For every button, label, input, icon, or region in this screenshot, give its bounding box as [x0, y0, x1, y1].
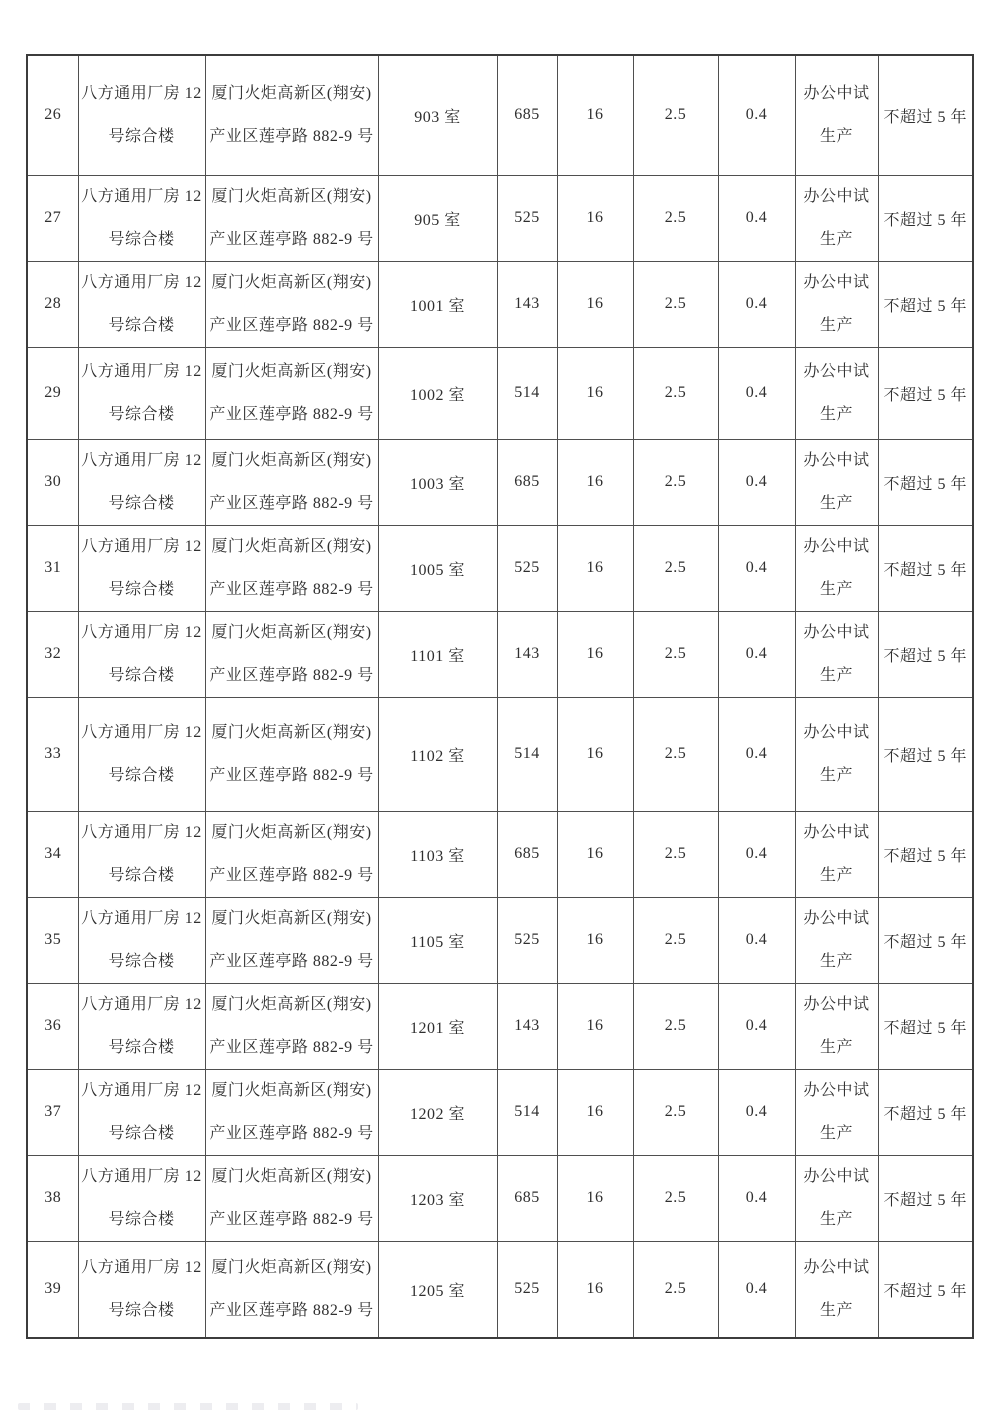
- cell-address: [205, 1155, 378, 1241]
- cell-col7: 2.5: [633, 1155, 718, 1241]
- cell-col8: 0.4: [718, 55, 795, 175]
- cell-term: 不超过 5 年: [878, 897, 973, 983]
- cell-address-line: 产业区莲亭路 882-9 号: [209, 1301, 374, 1319]
- cell-building-line: 号综合楼: [108, 405, 175, 423]
- cell-index: 30: [27, 439, 78, 525]
- cell-address: [205, 1069, 378, 1155]
- cell-usage-line: 办公中试: [803, 909, 870, 927]
- cell-usage-line: 办公中试: [803, 537, 870, 555]
- cell-usage: [795, 897, 878, 983]
- cell-room: 1102 室: [378, 697, 497, 811]
- cell-col7: 2.5: [633, 1241, 718, 1338]
- cell-building-line: 八方通用厂房 12: [81, 995, 202, 1013]
- table-row: [27, 175, 973, 261]
- cell-address-line: 产业区莲亭路 882-9 号: [209, 1124, 374, 1142]
- cell-usage-line: 办公中试: [803, 84, 870, 102]
- table-row: [27, 1069, 973, 1155]
- table-row: [27, 347, 973, 439]
- cell-usage: [795, 439, 878, 525]
- cell-building: [78, 697, 205, 811]
- cell-usage-line: 生产: [819, 230, 853, 248]
- cell-col8: 0.4: [718, 983, 795, 1069]
- cell-usage: [795, 175, 878, 261]
- cell-building-line: 号综合楼: [108, 316, 175, 334]
- cell-address-line: 厦门火炬高新区(翔安): [211, 84, 372, 102]
- cell-col6: 16: [557, 439, 633, 525]
- table-row: [27, 55, 973, 175]
- cell-address-line: 产业区莲亭路 882-9 号: [209, 1038, 374, 1056]
- cell-term: 不超过 5 年: [878, 439, 973, 525]
- cell-address-line: 产业区莲亭路 882-9 号: [209, 580, 374, 598]
- cell-room: 1001 室: [378, 261, 497, 347]
- cell-building-line: 八方通用厂房 12: [81, 723, 202, 741]
- cell-building-line: 八方通用厂房 12: [81, 362, 202, 380]
- cell-building: [78, 983, 205, 1069]
- cell-building-line: 八方通用厂房 12: [81, 187, 202, 205]
- cell-term: 不超过 5 年: [878, 983, 973, 1069]
- lease-table-body: [27, 55, 973, 1338]
- cell-address-line: 厦门火炬高新区(翔安): [211, 623, 372, 641]
- cell-col8: 0.4: [718, 897, 795, 983]
- cell-usage: [795, 1241, 878, 1338]
- cell-usage: [795, 525, 878, 611]
- cell-area: 143: [497, 983, 557, 1069]
- cell-index: 39: [27, 1241, 78, 1338]
- cell-usage-line: 办公中试: [803, 623, 870, 641]
- cell-area: 685: [497, 1155, 557, 1241]
- cell-building: [78, 55, 205, 175]
- cell-building-line: 号综合楼: [108, 1210, 175, 1228]
- cell-room: 1101 室: [378, 611, 497, 697]
- cell-usage-line: 办公中试: [803, 995, 870, 1013]
- cell-building-line: 号综合楼: [108, 580, 175, 598]
- cell-usage-line: 生产: [819, 1124, 853, 1142]
- cell-address: [205, 983, 378, 1069]
- cell-col6: 16: [557, 811, 633, 897]
- cell-room: 905 室: [378, 175, 497, 261]
- cell-usage-line: 生产: [819, 494, 853, 512]
- cell-address-line: 厦门火炬高新区(翔安): [211, 995, 372, 1013]
- table-row: [27, 439, 973, 525]
- cell-area: 685: [497, 439, 557, 525]
- cell-room: 1005 室: [378, 525, 497, 611]
- cell-building: [78, 897, 205, 983]
- cell-col6: 16: [557, 261, 633, 347]
- cell-area: 525: [497, 1241, 557, 1338]
- table-row: [27, 261, 973, 347]
- lease-table: [26, 54, 974, 1339]
- cell-address: [205, 55, 378, 175]
- cell-building-line: 八方通用厂房 12: [81, 84, 202, 102]
- cell-area: 143: [497, 611, 557, 697]
- cell-building-line: 号综合楼: [108, 952, 175, 970]
- cell-building-line: 八方通用厂房 12: [81, 1167, 202, 1185]
- cell-col8: 0.4: [718, 811, 795, 897]
- cell-area: 514: [497, 347, 557, 439]
- cell-building-line: 八方通用厂房 12: [81, 451, 202, 469]
- cell-room: 1205 室: [378, 1241, 497, 1338]
- cell-usage-line: 生产: [819, 316, 853, 334]
- cell-usage: [795, 697, 878, 811]
- cell-usage: [795, 55, 878, 175]
- cell-building-line: 八方通用厂房 12: [81, 537, 202, 555]
- cell-usage-line: 生产: [819, 866, 853, 884]
- cell-index: 37: [27, 1069, 78, 1155]
- cell-usage-line: 办公中试: [803, 823, 870, 841]
- cell-address-line: 厦门火炬高新区(翔安): [211, 1167, 372, 1185]
- cell-address: [205, 347, 378, 439]
- cell-col7: 2.5: [633, 697, 718, 811]
- cell-col8: 0.4: [718, 1241, 795, 1338]
- cell-term: 不超过 5 年: [878, 261, 973, 347]
- cell-building: [78, 1155, 205, 1241]
- cell-term: 不超过 5 年: [878, 1155, 973, 1241]
- cell-address: [205, 175, 378, 261]
- cell-usage-line: 办公中试: [803, 1081, 870, 1099]
- cell-col7: 2.5: [633, 811, 718, 897]
- table-row: [27, 1155, 973, 1241]
- cell-room: 1203 室: [378, 1155, 497, 1241]
- cell-index: 29: [27, 347, 78, 439]
- cell-col8: 0.4: [718, 439, 795, 525]
- cell-room: 903 室: [378, 55, 497, 175]
- cell-address-line: 产业区莲亭路 882-9 号: [209, 1210, 374, 1228]
- cell-col6: 16: [557, 175, 633, 261]
- cell-address-line: 厦门火炬高新区(翔安): [211, 362, 372, 380]
- cell-usage-line: 办公中试: [803, 723, 870, 741]
- cell-index: 32: [27, 611, 78, 697]
- cell-address-line: 厦门火炬高新区(翔安): [211, 451, 372, 469]
- cell-usage: [795, 347, 878, 439]
- cell-usage: [795, 1069, 878, 1155]
- cell-term: 不超过 5 年: [878, 175, 973, 261]
- cell-address-line: 产业区莲亭路 882-9 号: [209, 766, 374, 784]
- cell-index: 35: [27, 897, 78, 983]
- cell-building-line: 号综合楼: [108, 1124, 175, 1142]
- cell-address-line: 产业区莲亭路 882-9 号: [209, 127, 374, 145]
- cell-area: 514: [497, 1069, 557, 1155]
- cell-building-line: 号综合楼: [108, 230, 175, 248]
- cell-col8: 0.4: [718, 261, 795, 347]
- cell-building-line: 号综合楼: [108, 866, 175, 884]
- table-row: [27, 697, 973, 811]
- cell-address-line: 产业区莲亭路 882-9 号: [209, 952, 374, 970]
- cell-term: 不超过 5 年: [878, 525, 973, 611]
- cell-col6: 16: [557, 1155, 633, 1241]
- cell-building-line: 号综合楼: [108, 766, 175, 784]
- cell-building: [78, 175, 205, 261]
- cell-col6: 16: [557, 983, 633, 1069]
- table-row: [27, 983, 973, 1069]
- cell-area: 525: [497, 525, 557, 611]
- cell-building-line: 号综合楼: [108, 1301, 175, 1319]
- cell-address-line: 厦门火炬高新区(翔安): [211, 273, 372, 291]
- cell-usage-line: 办公中试: [803, 273, 870, 291]
- cell-address-line: 产业区莲亭路 882-9 号: [209, 866, 374, 884]
- cell-usage-line: 生产: [819, 952, 853, 970]
- cut-off-text-artifact: [18, 1403, 358, 1410]
- cell-usage: [795, 983, 878, 1069]
- cell-index: 33: [27, 697, 78, 811]
- cell-col7: 2.5: [633, 611, 718, 697]
- cell-building-line: 号综合楼: [108, 666, 175, 684]
- cell-building-line: 八方通用厂房 12: [81, 273, 202, 291]
- cell-col7: 2.5: [633, 439, 718, 525]
- cell-term: 不超过 5 年: [878, 55, 973, 175]
- cell-building: [78, 1241, 205, 1338]
- cell-address-line: 产业区莲亭路 882-9 号: [209, 666, 374, 684]
- cell-address: [205, 897, 378, 983]
- cell-col8: 0.4: [718, 611, 795, 697]
- cell-index: 27: [27, 175, 78, 261]
- cell-term: 不超过 5 年: [878, 611, 973, 697]
- cell-col6: 16: [557, 347, 633, 439]
- cell-building-line: 八方通用厂房 12: [81, 1258, 202, 1276]
- cell-term: 不超过 5 年: [878, 1069, 973, 1155]
- cell-address-line: 厦门火炬高新区(翔安): [211, 823, 372, 841]
- cell-address: [205, 439, 378, 525]
- cell-col6: 16: [557, 55, 633, 175]
- table-row: [27, 1241, 973, 1338]
- cell-col8: 0.4: [718, 175, 795, 261]
- cell-col8: 0.4: [718, 525, 795, 611]
- cell-usage: [795, 811, 878, 897]
- cell-building: [78, 525, 205, 611]
- cell-col6: 16: [557, 1241, 633, 1338]
- cell-term: 不超过 5 年: [878, 811, 973, 897]
- cell-room: 1103 室: [378, 811, 497, 897]
- cell-usage-line: 办公中试: [803, 1167, 870, 1185]
- cell-area: 514: [497, 697, 557, 811]
- cell-index: 26: [27, 55, 78, 175]
- cell-room: 1202 室: [378, 1069, 497, 1155]
- cell-col7: 2.5: [633, 175, 718, 261]
- cell-address-line: 厦门火炬高新区(翔安): [211, 723, 372, 741]
- cell-usage-line: 办公中试: [803, 1258, 870, 1276]
- table-row: [27, 897, 973, 983]
- cell-address: [205, 611, 378, 697]
- cell-term: 不超过 5 年: [878, 1241, 973, 1338]
- cell-col7: 2.5: [633, 347, 718, 439]
- cell-address-line: 厦门火炬高新区(翔安): [211, 1258, 372, 1276]
- cell-building-line: 号综合楼: [108, 127, 175, 145]
- cell-address-line: 产业区莲亭路 882-9 号: [209, 494, 374, 512]
- cell-col8: 0.4: [718, 347, 795, 439]
- cell-address-line: 产业区莲亭路 882-9 号: [209, 405, 374, 423]
- cell-address-line: 厦门火炬高新区(翔安): [211, 187, 372, 205]
- cell-usage-line: 生产: [819, 1038, 853, 1056]
- cell-building: [78, 439, 205, 525]
- cell-room: 1201 室: [378, 983, 497, 1069]
- cell-address-line: 产业区莲亭路 882-9 号: [209, 230, 374, 248]
- cell-col8: 0.4: [718, 1069, 795, 1155]
- cell-index: 36: [27, 983, 78, 1069]
- cell-room: 1105 室: [378, 897, 497, 983]
- cell-usage: [795, 611, 878, 697]
- table-row: [27, 611, 973, 697]
- cell-building: [78, 811, 205, 897]
- cell-col7: 2.5: [633, 1069, 718, 1155]
- cell-col7: 2.5: [633, 261, 718, 347]
- cell-usage-line: 办公中试: [803, 451, 870, 469]
- cell-usage-line: 生产: [819, 1301, 853, 1319]
- cell-building-line: 号综合楼: [108, 494, 175, 512]
- cell-address: [205, 811, 378, 897]
- cell-col6: 16: [557, 525, 633, 611]
- cell-usage-line: 生产: [819, 766, 853, 784]
- cell-col7: 2.5: [633, 983, 718, 1069]
- cell-address-line: 厦门火炬高新区(翔安): [211, 909, 372, 927]
- cell-address: [205, 1241, 378, 1338]
- cell-usage: [795, 1155, 878, 1241]
- cell-area: 525: [497, 897, 557, 983]
- cell-building: [78, 261, 205, 347]
- cell-address-line: 厦门火炬高新区(翔安): [211, 1081, 372, 1099]
- cell-room: 1002 室: [378, 347, 497, 439]
- cell-address-line: 厦门火炬高新区(翔安): [211, 537, 372, 555]
- cell-room: 1003 室: [378, 439, 497, 525]
- cell-col8: 0.4: [718, 697, 795, 811]
- cell-building: [78, 1069, 205, 1155]
- cell-col8: 0.4: [718, 1155, 795, 1241]
- cell-usage-line: 生产: [819, 405, 853, 423]
- cell-area: 685: [497, 811, 557, 897]
- cell-area: 685: [497, 55, 557, 175]
- cell-building-line: 八方通用厂房 12: [81, 1081, 202, 1099]
- cell-usage-line: 办公中试: [803, 362, 870, 380]
- cell-area: 525: [497, 175, 557, 261]
- cell-col6: 16: [557, 897, 633, 983]
- table-row: [27, 525, 973, 611]
- cell-index: 38: [27, 1155, 78, 1241]
- cell-term: 不超过 5 年: [878, 697, 973, 811]
- cell-usage-line: 生产: [819, 127, 853, 145]
- cell-building-line: 号综合楼: [108, 1038, 175, 1056]
- cell-col6: 16: [557, 1069, 633, 1155]
- table-row: [27, 811, 973, 897]
- cell-index: 28: [27, 261, 78, 347]
- cell-col7: 2.5: [633, 55, 718, 175]
- cell-building: [78, 347, 205, 439]
- cell-address: [205, 697, 378, 811]
- cell-usage: [795, 261, 878, 347]
- cell-building-line: 八方通用厂房 12: [81, 623, 202, 641]
- cell-index: 34: [27, 811, 78, 897]
- cell-building-line: 八方通用厂房 12: [81, 823, 202, 841]
- cell-usage-line: 生产: [819, 1210, 853, 1228]
- cell-building: [78, 611, 205, 697]
- cell-col6: 16: [557, 611, 633, 697]
- cell-col7: 2.5: [633, 897, 718, 983]
- cell-col6: 16: [557, 697, 633, 811]
- cell-area: 143: [497, 261, 557, 347]
- cell-usage-line: 办公中试: [803, 187, 870, 205]
- cell-usage-line: 生产: [819, 580, 853, 598]
- cell-address: [205, 261, 378, 347]
- cell-index: 31: [27, 525, 78, 611]
- cell-building-line: 八方通用厂房 12: [81, 909, 202, 927]
- cell-address-line: 产业区莲亭路 882-9 号: [209, 316, 374, 334]
- cell-term: 不超过 5 年: [878, 347, 973, 439]
- cell-col7: 2.5: [633, 525, 718, 611]
- cell-address: [205, 525, 378, 611]
- cell-usage-line: 生产: [819, 666, 853, 684]
